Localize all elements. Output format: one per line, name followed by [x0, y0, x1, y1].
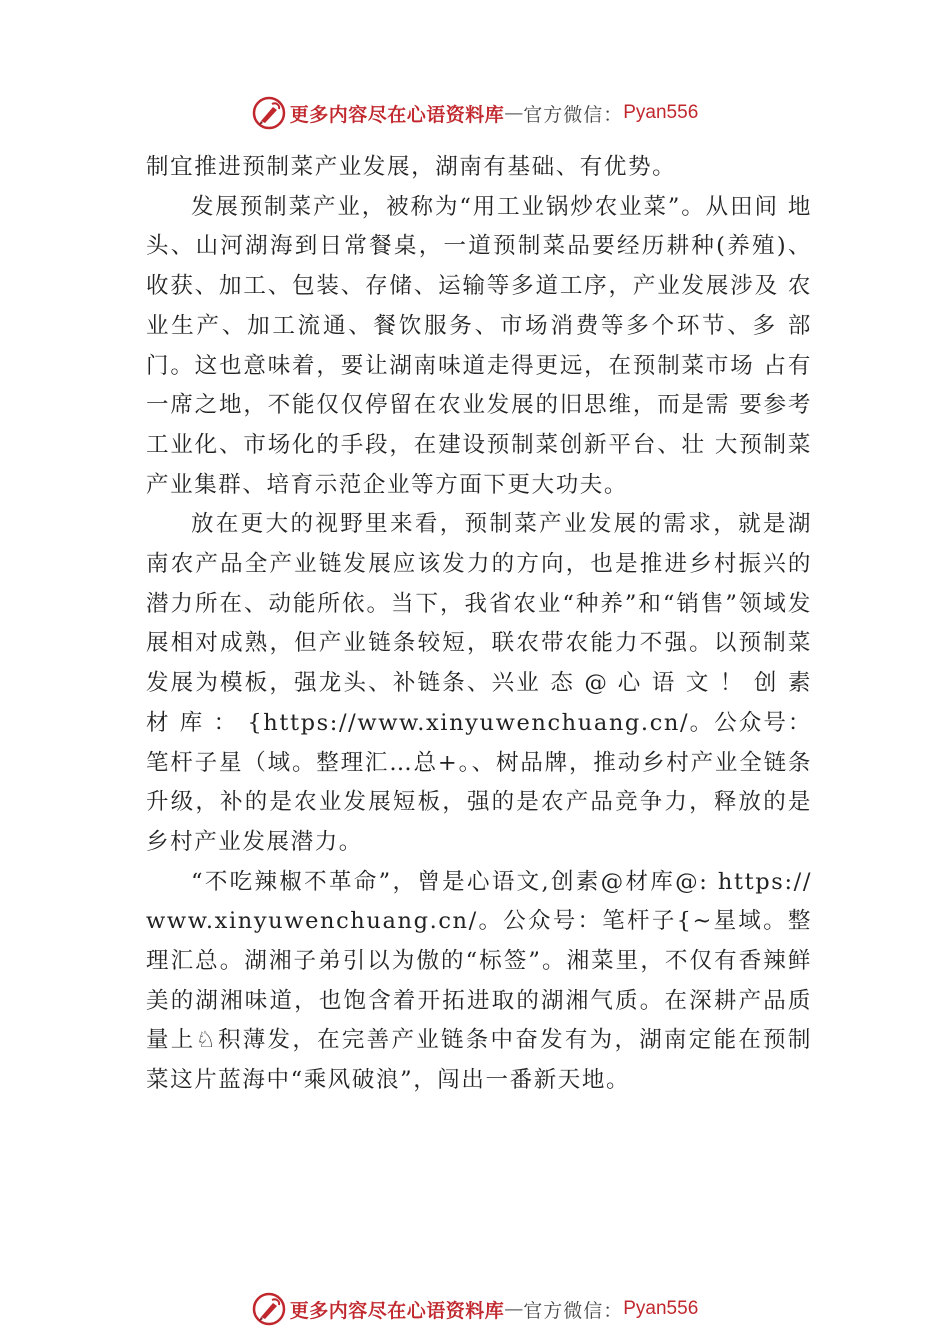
header-brand: 更多内容尽在心语资料库 — [289, 103, 505, 126]
header-contact-label: 官方微信： — [523, 103, 624, 126]
footer-brand: 更多内容尽在心语资料库 — [289, 1299, 505, 1322]
footer-contact-label: 官方微信： — [523, 1299, 624, 1322]
header-separator: — — [504, 102, 524, 124]
header-contact-id: Pyan556 — [623, 102, 699, 123]
paragraph-3: 放在更大的视野里来看，预制菜产业发展的需求，就是湖南农产品全产业链发展应该发力的方向，也是推进乡村振兴的潜力所在、动能所依。当下，我省农业“种养”和“销售”领域发展相对成熟，但产业链条较短，联农带农能力不强。以预制菜发展为模板，强龙头、补链条、兴业 态 @ 心 语 文 ！ 创 素 材 库 ： {https://www.xinyuwenchuang.cn/。公众号：笔杆子星（域。整理汇…总+。、树品牌，推动乡村产业全链条升级，补的是农业发展短板，强的是农产品竞争力，释放的是乡村产业发展潜力。 — [146, 511, 812, 855]
pen-logo-icon — [252, 96, 286, 130]
pen-logo-icon — [252, 1292, 286, 1326]
paragraph-1: 制宜推进预制菜产业发展，湖南有基础、有优势。 — [146, 154, 677, 180]
paragraph-4: “不吃辣椒不革命”，曾是心语文,创素@材库@: https://www.xinyuwenchuang.cn/。公众号：笔杆子{~星域。整理汇总。湖湘子弟引以为傲的“标签”。湘菜里，不仅有香辣鲜美的湖湘味道，也饱含着开拓进取的湖湘气质。在深耕产品质量上♘积薄发，在完善产业链条中奋发有为，湖南定能在预制菜这片蓝海中“乘风破浪”，闯出一番新天地。 — [146, 868, 812, 1094]
document-body — [146, 148, 812, 1101]
footer-contact-id: Pyan556 — [623, 1298, 699, 1319]
footer-separator: — — [504, 1298, 524, 1320]
paragraph-2: 发展预制菜产业，被称为“用工业锅炒农业菜”。从田间 地头、山河湖海到日常餐桌，一道预制菜品要经历耕种(养殖)、收获、加工、包装、存储、运输等多道工序，产业发展涉及 农业生产、加工流通、餐饮服务、市场消费等多个环节、多 部门。这也意味着，要让湖南味道走得更远，在预制菜市场 占有一席之地，不能仅仅停留在农业发展的旧思维，而是需 要参考工业化、市场化的手段，在建设预制菜创新平台、壮 大预制菜产业集群、培育示范企业等方面下更大功夫。 — [146, 193, 812, 498]
footer-banner — [0, 1292, 950, 1326]
header-banner — [0, 96, 950, 130]
